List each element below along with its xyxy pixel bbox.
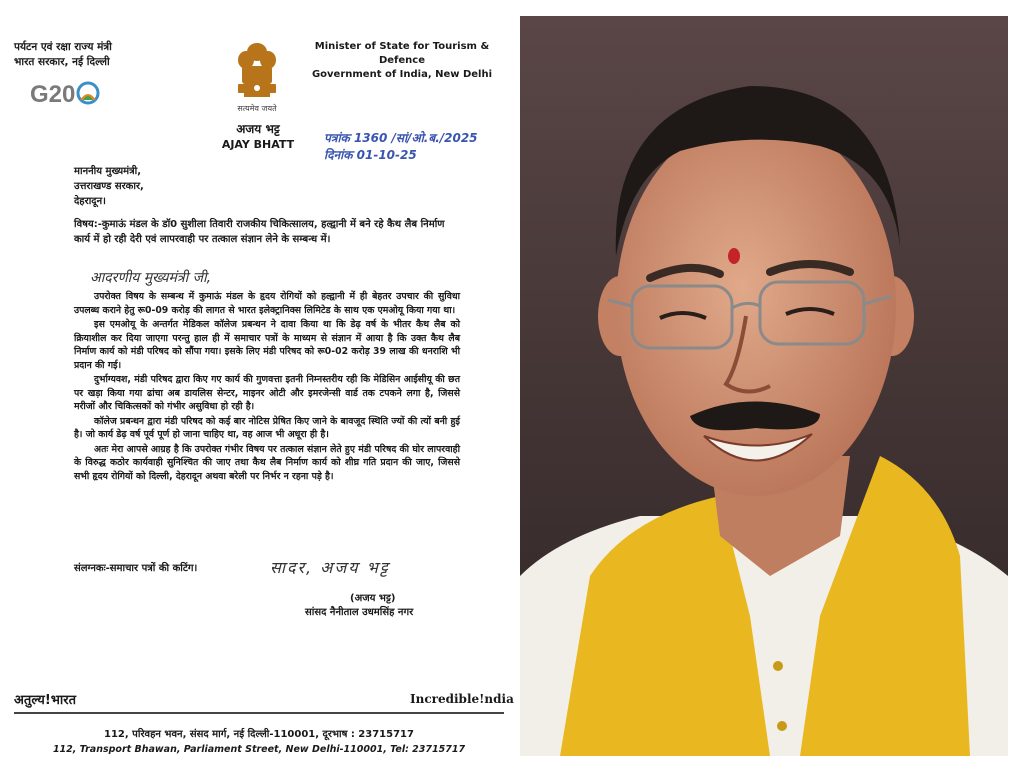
incredible-india-logo-hindi: अतुल्य!भारत — [14, 693, 76, 708]
office-title-hindi-line2: भारत सरकार, नई दिल्ली — [14, 56, 110, 68]
incredible-india-logo-english: Incredible!ndia — [410, 692, 514, 706]
body-paragraph-2: इस एमओयू के अन्तर्गत मेडिकल कॉलेज प्रबन्धन ने दावा किया था कि डेढ़ वर्ष के भीतर कैथ लैब को क्रियाशील कर दिया जाएगा परन्तु हाल ही में समाचार पत्रों के माध्यम से संज्ञान में आया है कि उक्त कैथ लैब निर्माण कार्य को मंडी परिषद को सौंपा गया। इसके लिए मंडी परिषद को रू0-02 करोड़ 39 लाख की धनराशि भी प्रदान की गई। — [74, 319, 460, 371]
body-paragraph-5: अतः मेरा आपसे आग्रह है कि उपरोक्त गंभीर विषय पर तत्काल संज्ञान लेते हुए मंडी परिषद की घोर लापरवाही के विरुद्ध कठोर कार्यवाही सुनिश्चित की जाए तथा कैथ लैब निर्माण कार्य को शीघ्र गति प्रदान की जाए, जिससे सभी हृदय रोगियों को दिल्ली, देहरादून अथवा बरेली पर निर्भर न रहना पड़े है। — [74, 443, 460, 482]
office-title-english — [297, 40, 507, 82]
enclosure-note: संलग्नकः-समाचार पत्रों की कटिंग। — [74, 563, 198, 574]
body-paragraph-1: उपरोक्त विषय के सम्बन्ध में कुमाऊं मंडल के हृदय रोगियों को हल्द्वानी में ही बेहतर उपचार की सुविधा उपलब्ध कराने हेतु रू0-09 करोड़ की लागत से भारत इलेक्ट्रानिक्स लिमिटेड के साथ एक एमओयू किया गया था। — [74, 291, 460, 316]
footer-address-english: 112, Transport Bhawan, Parliament Street, New Delhi-110001, Tel: 23715717 — [52, 744, 466, 755]
body-paragraph-3: दुर्भाग्यवश, मंडी परिषद द्वारा किए गए कार्य की गुणवत्ता इतनी निम्नस्तरीय रही कि मेडिसिन आईसीयू की छत पर खड़ा किया गया ढांचा अब डायलिस सेन्टर, माइनर ओटी और इमरजेन्सी वार्ड तक टपकने लगा है, जिससे मरीजों और चिकित्सकों को गंभीर असुविधा हो रही है। — [74, 374, 460, 412]
letter-body — [74, 290, 460, 484]
portrait-photo — [520, 16, 1008, 756]
office-title-hindi-line1: पर्यटन एवं रक्षा राज्य मंत्री — [14, 41, 112, 53]
national-emblem-icon — [232, 38, 282, 116]
g20-logo — [30, 76, 110, 116]
handwritten-salutation: आदरणीय मुख्यमंत्री जी, — [90, 270, 212, 286]
footer-divider — [14, 712, 504, 714]
g20-logo-text: G20 — [30, 81, 76, 108]
addressee-line1: माननीय मुख्यमंत्री, — [74, 166, 142, 177]
addressee-line3: देहरादून। — [74, 196, 106, 207]
sender-name-english: AJAY BHATT — [221, 138, 295, 151]
office-title-english-line2: Government of India, New Delhi — [311, 69, 493, 80]
handwritten-signature: सादर, अजय भट्ट — [270, 558, 390, 577]
body-paragraph-4: कॉलेज प्रबन्धन द्वारा मंडी परिषद को कई बार नोटिस प्रेषित किए जाने के बावजूद स्थिति ज्यों की त्यों बनी हुई है। जो कार्य डेढ़ वर्ष पूर्व पूर्ण हो जाना चाहिए था, वह आज भी अधूरा ही है। — [74, 415, 460, 440]
emblem-motto: सत्यमेव जयते — [237, 104, 277, 113]
addressee-line2: उत्तराखण्ड सरकार, — [74, 181, 144, 192]
office-title-english-line1: Minister of State for Tourism & Defence — [314, 41, 490, 66]
subject-line: विषय:-कुमाऊं मंडल के डॉ0 सुशीला तिवारी राजकीय चिकित्सालय, हल्द्वानी में बने रहे कैथ लैब निर्माण कार्य में हो रही देरी एवं लापरवाही पर तत्काल संज्ञान लेने के सम्बन्ध में। — [74, 219, 445, 245]
reference-block — [324, 130, 478, 164]
portrait-illustration — [520, 16, 1008, 756]
addressee-block — [74, 164, 144, 209]
reference-date: दिनांक 01-10-25 — [324, 148, 417, 162]
signatory-title: सांसद नैनीताल उधमसिंह नगर — [305, 607, 414, 618]
sender-name-hindi: अजय भट्ट — [236, 122, 280, 136]
footer-address-hindi: 112, परिवहन भवन, संसद मार्ग, नई दिल्ली-110001, दूरभाष : 23715717 — [104, 729, 414, 740]
office-title-hindi — [14, 40, 112, 70]
signatory-name: (अजय भट्ट) — [350, 593, 396, 604]
reference-number: पत्रांक 1360 /सां/ओ.ब./2025 — [324, 131, 478, 145]
